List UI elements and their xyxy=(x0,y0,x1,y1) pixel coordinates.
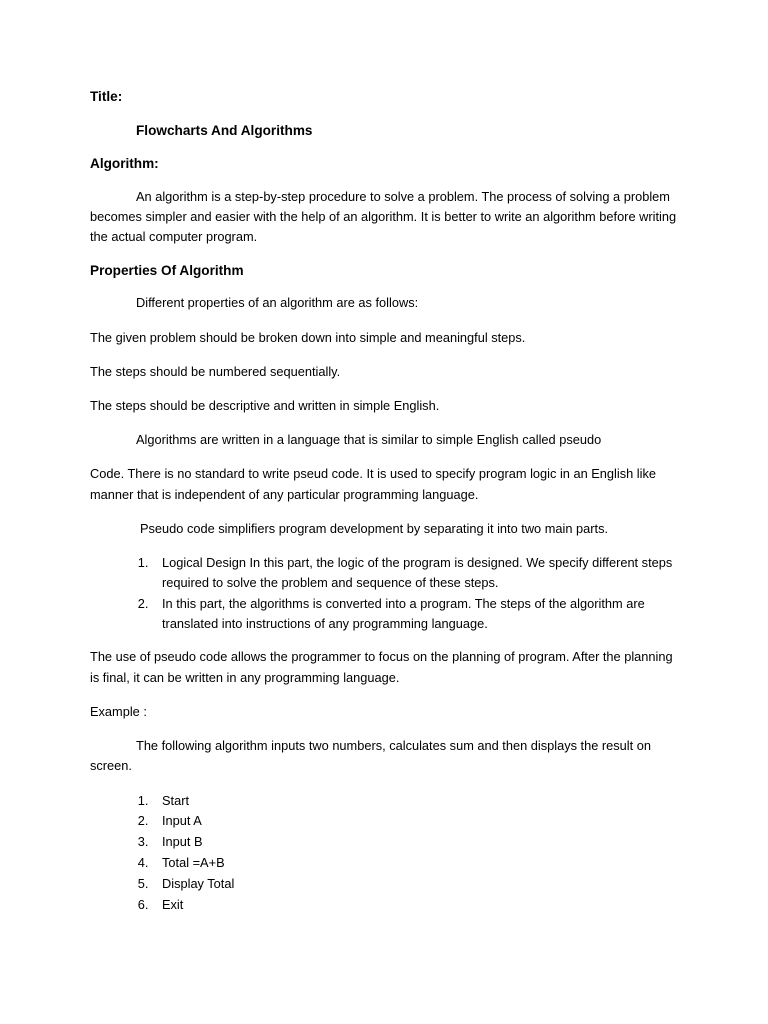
paragraph-property-2: The steps should be numbered sequentially. xyxy=(90,363,341,379)
list-item: 3. Input B xyxy=(152,832,678,852)
paragraph-properties-intro: Different properties of an algorithm are as follows: xyxy=(136,295,419,311)
document-body xyxy=(90,88,678,914)
document-subtitle: Flowcharts And Algorithms xyxy=(136,122,313,138)
section-heading-algorithm: Algorithm: xyxy=(90,156,159,172)
paragraph-example-label: Example : xyxy=(90,703,147,719)
list-item: 1. Logical Design In this part, the logic of the program is designed. We specify different steps required to solve the problem and sequence of these steps. xyxy=(152,553,678,593)
paragraph-example-intro: The following algorithm inputs two numbers, calculates sum and then displays the result on screen. xyxy=(90,738,651,774)
paragraph-pseudo-parts-intro: Pseudo code simplifiers program development by separating it into two main parts. xyxy=(140,520,609,536)
paragraph-property-3: The steps should be descriptive and written in simple English. xyxy=(90,398,440,413)
paragraph-algorithm-definition: An algorithm is a step-by-step procedure to solve a problem. The process of solving a problem becomes simpler and easier with the help of an algorithm. It is better to write an algorithm before writing the actual computer program. xyxy=(90,189,677,245)
paragraph-pseudo-use: The use of pseudo code allows the programmer to focus on the planning of program. After the planning is final, it can be written in any programming language. xyxy=(90,649,673,685)
paragraph-property-1: The given problem should be broken down into simple and meaningful steps. xyxy=(90,329,526,345)
section-heading-properties: Properties Of Algorithm xyxy=(90,262,244,278)
list-item: 2. Input A xyxy=(152,811,678,831)
list-item: 5. Display Total xyxy=(152,874,678,894)
paragraph-pseudo-body: Code. There is no standard to write pseud code. It is used to specify program logic in an English like manner that is independent of any particular programming language. xyxy=(90,466,656,502)
list-item: 2. In this part, the algorithms is converted into a program. The steps of the algorithm are translated into instructions of any programming language. xyxy=(152,594,678,634)
page-title: Title: xyxy=(90,89,123,104)
list-pseudo-parts xyxy=(90,553,678,633)
list-item: 6. Exit xyxy=(152,895,678,915)
list-example-steps xyxy=(90,791,678,915)
list-item: 1. Start xyxy=(152,791,678,811)
list-item: 4. Total =A+B xyxy=(152,853,678,873)
paragraph-pseudo-intro: Algorithms are written in a language that is similar to simple English called pseudo xyxy=(136,432,602,448)
